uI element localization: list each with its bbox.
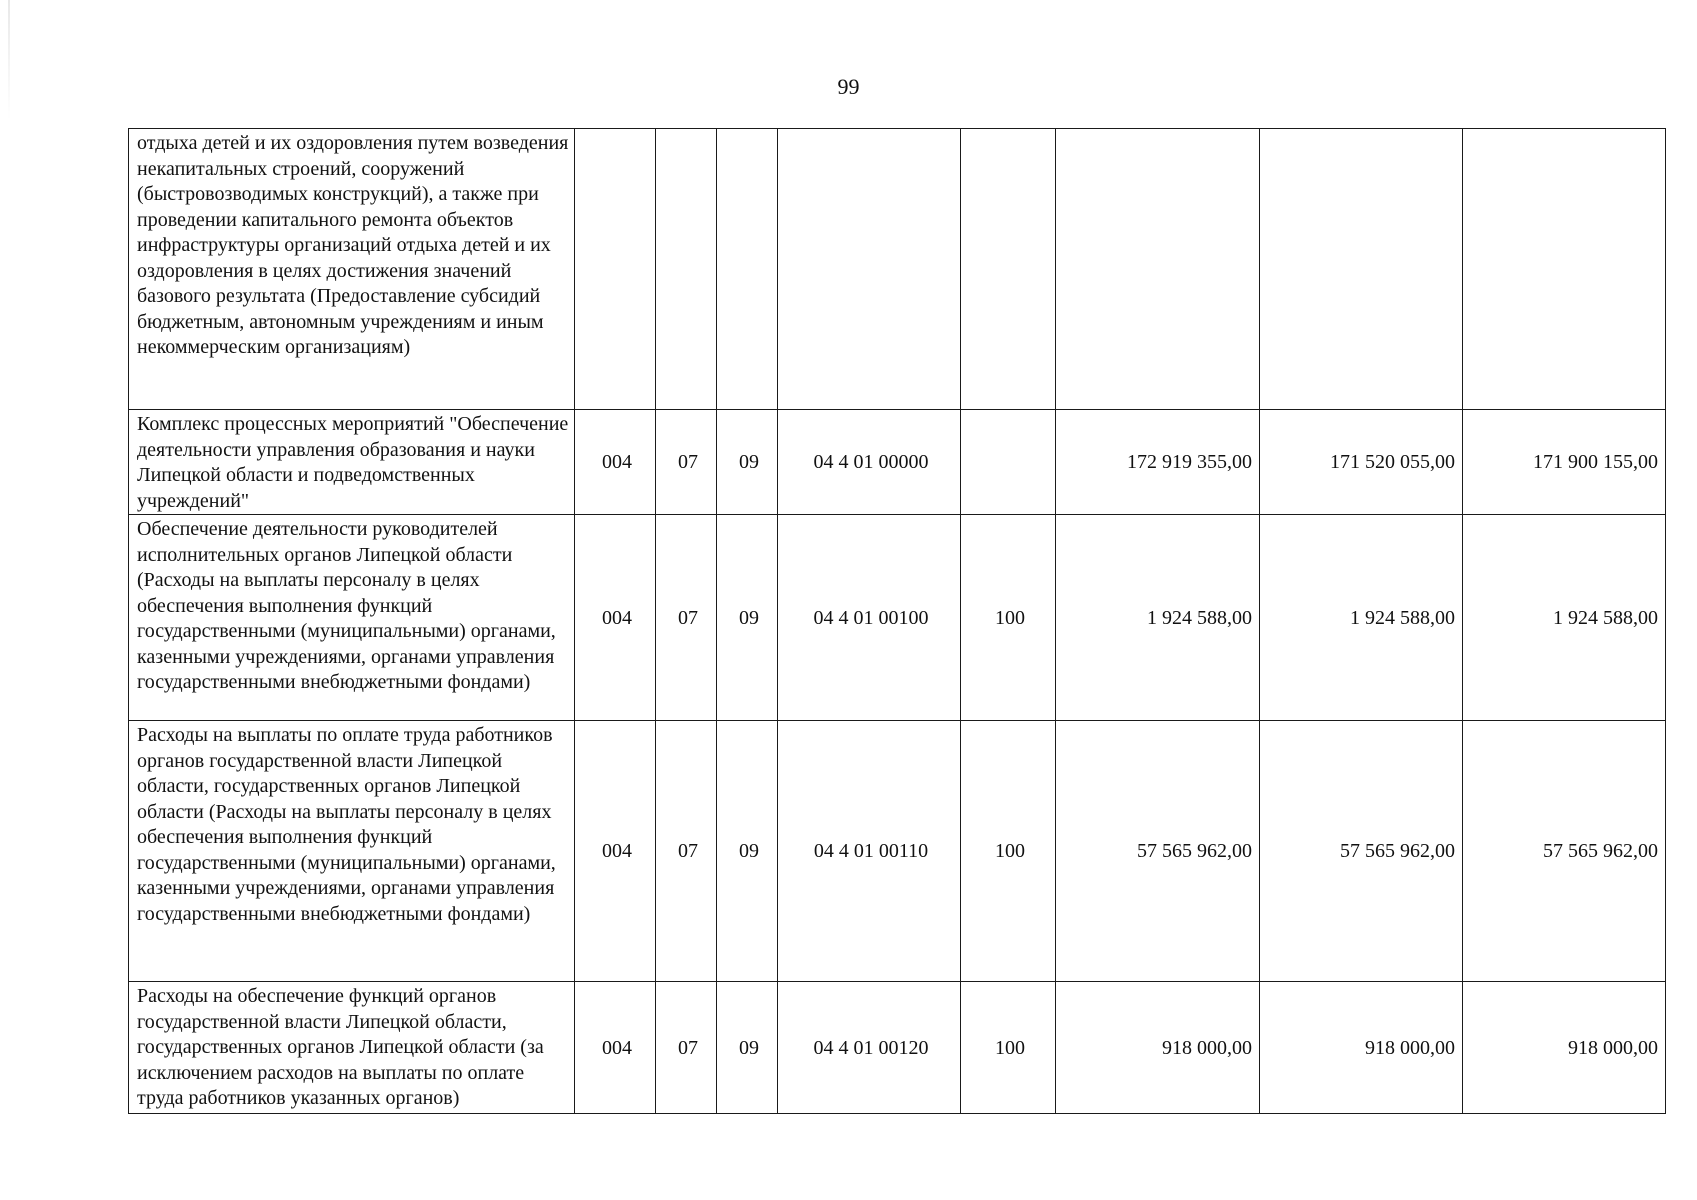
section-code: 07 <box>656 982 717 1114</box>
table-row <box>129 515 1666 721</box>
section-code: 07 <box>656 410 717 515</box>
subsection-code: 09 <box>717 982 778 1114</box>
target-article-code: 04 4 01 00120 <box>778 982 961 1114</box>
target-article-code: 04 4 01 00000 <box>778 410 961 515</box>
subsection-code: 09 <box>717 721 778 982</box>
ministry-code: 004 <box>575 410 656 515</box>
amount-year-1: 172 919 355,00 <box>1056 410 1260 515</box>
section-code <box>656 129 717 410</box>
expense-type-code: 100 <box>961 982 1056 1114</box>
scan-edge-mark <box>8 0 10 120</box>
table-row <box>129 410 1666 515</box>
expense-type-code <box>961 129 1056 410</box>
amount-year-2: 1 924 588,00 <box>1260 515 1463 721</box>
row-name: Расходы на обеспечение функций органов государственной власти Липецкой области, государственных органов Липецкой области (за исключением расходов на выплаты по оплате труда работников указанных органов) <box>129 982 575 1114</box>
amount-year-1: 918 000,00 <box>1056 982 1260 1114</box>
amount-year-3: 57 565 962,00 <box>1463 721 1666 982</box>
target-article-code: 04 4 01 00100 <box>778 515 961 721</box>
row-name: Комплекс процессных мероприятий "Обеспечение деятельности управления образования и науки Липецкой области и подведомственных учреждений" <box>129 410 575 515</box>
target-article-code: 04 4 01 00110 <box>778 721 961 982</box>
expense-type-code <box>961 410 1056 515</box>
amount-year-3: 918 000,00 <box>1463 982 1666 1114</box>
amount-year-3 <box>1463 129 1666 410</box>
amount-year-2: 171 520 055,00 <box>1260 410 1463 515</box>
amount-year-1: 57 565 962,00 <box>1056 721 1260 982</box>
amount-year-2: 918 000,00 <box>1260 982 1463 1114</box>
table-row <box>129 982 1666 1114</box>
subsection-code <box>717 129 778 410</box>
row-name: отдыха детей и их оздоровления путем возведения некапитальных строений, сооружений (быстровозводимых конструкций), а также при проведении капитального ремонта объектов инфраструктуры организаций отдыха детей и их оздоровления в целях достижения значений базового результата (Предоставление субсидий бюджетным, автономным учреждениям и иным некоммерческим организациям) <box>129 129 575 410</box>
section-code: 07 <box>656 515 717 721</box>
amount-year-2 <box>1260 129 1463 410</box>
amount-year-1 <box>1056 129 1260 410</box>
table-row <box>129 129 1666 410</box>
subsection-code: 09 <box>717 410 778 515</box>
amount-year-2: 57 565 962,00 <box>1260 721 1463 982</box>
expense-type-code: 100 <box>961 721 1056 982</box>
subsection-code: 09 <box>717 515 778 721</box>
target-article-code <box>778 129 961 410</box>
row-name: Расходы на выплаты по оплате труда работников органов государственной власти Липецкой области, государственных органов Липецкой области (Расходы на выплаты персоналу в целях обеспечения выполнения функций государственными (муниципальными) органами, казенными учреждениями, органами управления государственными внебюджетными фондами) <box>129 721 575 982</box>
ministry-code: 004 <box>575 982 656 1114</box>
amount-year-3: 1 924 588,00 <box>1463 515 1666 721</box>
budget-table <box>128 128 1666 1114</box>
ministry-code <box>575 129 656 410</box>
row-name: Обеспечение деятельности руководителей исполнительных органов Липецкой области (Расходы на выплаты персоналу в целях обеспечения выполнения функций государственными (муниципальными) органами, казенными учреждениями, органами управления государственными внебюджетными фондами) <box>129 515 575 721</box>
page-number: 99 <box>837 74 860 99</box>
ministry-code: 004 <box>575 721 656 982</box>
expense-type-code: 100 <box>961 515 1056 721</box>
amount-year-3: 171 900 155,00 <box>1463 410 1666 515</box>
table-row <box>129 721 1666 982</box>
ministry-code: 004 <box>575 515 656 721</box>
section-code: 07 <box>656 721 717 982</box>
amount-year-1: 1 924 588,00 <box>1056 515 1260 721</box>
